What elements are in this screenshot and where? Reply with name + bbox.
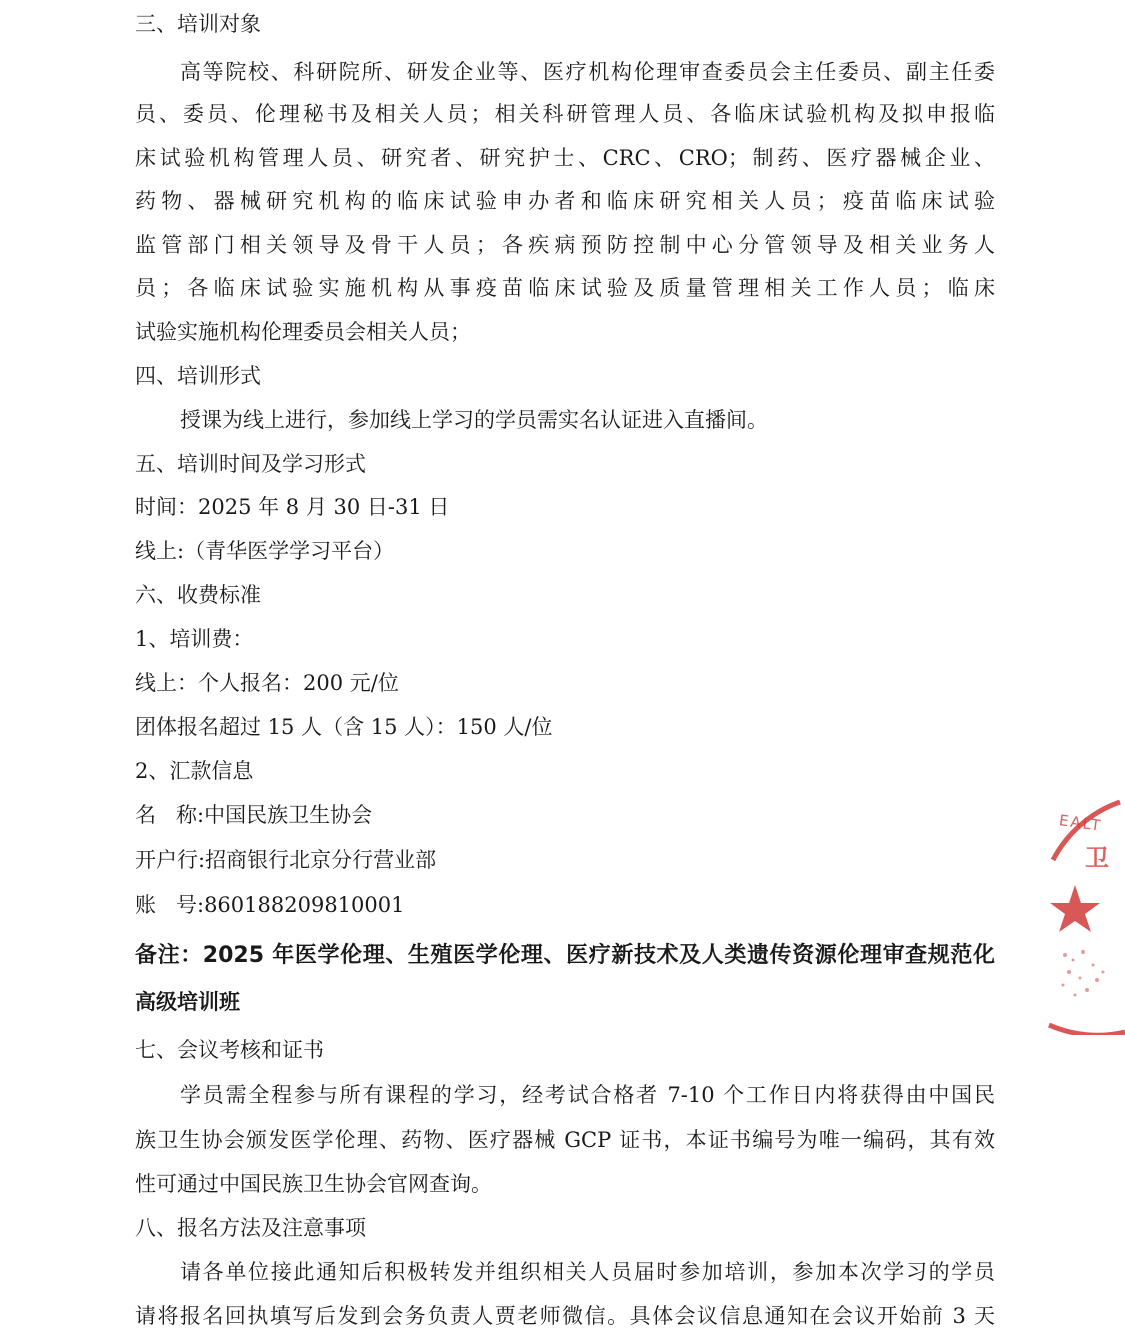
section-8-paragraph-line-2: 请将报名回执填写后发到会务负责人贾老师微信。具体会议信息通知在会议开始前 3 天 (135, 1304, 995, 1328)
bank-value: :招商银行北京分行营业部 (198, 848, 437, 872)
section-7-heading: 七、会议考核和证书 (135, 1038, 324, 1062)
training-time: 时间：2025 年 8 月 30 日-31 日 (135, 495, 450, 519)
remark-line-1: 备注：2025 年医学伦理、生殖医学伦理、医疗新技术及人类遗传资源伦理审查规范化 (135, 943, 995, 968)
section-4-heading: 四、培训形式 (135, 364, 261, 388)
account-name-label: 名称 (135, 803, 197, 827)
section-3-paragraph-line-7: 试验实施机构伦理委员会相关人员； (135, 320, 471, 344)
seal-text: EALT (1057, 811, 1104, 835)
fee-individual: 线上：个人报名：200 元/位 (135, 671, 399, 695)
section-3-paragraph-line-3: 床试验机构管理人员、研究者、研究护士、CRC、CRO；制药、医疗器械企业、 (135, 146, 995, 170)
seal-glyph: 卫 (1085, 844, 1109, 872)
fee-group: 团体报名超过 15 人（含 15 人）：150 人/位 (135, 715, 553, 739)
bank-row (135, 846, 995, 874)
bank-label: 开户行 (135, 848, 198, 872)
section-6-heading: 六、收费标准 (135, 583, 261, 607)
remittance-title: 2、汇款信息 (135, 759, 254, 783)
account-number-row (135, 891, 995, 919)
official-seal (1045, 800, 1125, 1035)
remark-line-2: 高级培训班 (135, 990, 240, 1014)
section-8-heading: 八、报名方法及注意事项 (135, 1216, 366, 1240)
section-4-paragraph: 授课为线上进行，参加线上学习的学员需实名认证进入直播间。 (180, 408, 768, 432)
seal-ring-bottom (1049, 1025, 1125, 1035)
section-8-paragraph-line-1: 请各单位接此通知后积极转发并组织相关人员届时参加培训，参加本次学习的学员 (180, 1260, 995, 1284)
account-name-value: :中国民族卫生协会 (197, 803, 373, 827)
section-7-paragraph-line-1: 学员需全程参与所有课程的学习，经考试合格者 7-10 个工作日内将获得由中国民 (180, 1083, 995, 1107)
section-3-paragraph-line-4: 药物、器械研究机构的临床试验申办者和临床研究相关人员；疫苗临床试验 (135, 189, 995, 213)
section-3-paragraph-line-1: 高等院校、科研院所、研发企业等、医疗机构伦理审查委员会主任委员、副主任委 (180, 60, 995, 84)
section-3-paragraph-line-2: 员、委员、伦理秘书及相关人员；相关科研管理人员、各临床试验机构及拟申报临 (135, 102, 995, 126)
star-icon (1050, 885, 1100, 932)
section-7-paragraph-line-3: 性可通过中国民族卫生协会官网查询。 (135, 1172, 492, 1196)
section-7-paragraph-line-2: 族卫生协会颁发医学伦理、药物、医疗器械 GCP 证书，本证书编号为唯一编码，其有效 (135, 1128, 995, 1152)
account-number-label: 账号 (135, 893, 197, 917)
section-3-heading: 三、培训对象 (135, 12, 261, 36)
account-name-row (135, 801, 995, 829)
section-3-paragraph-line-5: 监管部门相关领导及骨干人员；各疾病预防控制中心分管领导及相关业务人 (135, 233, 995, 257)
account-number-value: :860188209810001 (197, 893, 405, 917)
section-3-paragraph-line-6: 员；各临床试验实施机构从事疫苗临床试验及质量管理相关工作人员；临床 (135, 276, 995, 300)
fee-title: 1、培训费： (135, 627, 254, 651)
section-5-heading: 五、培训时间及学习形式 (135, 452, 366, 476)
training-online-platform: 线上:（青华医学学习平台） (135, 539, 395, 563)
